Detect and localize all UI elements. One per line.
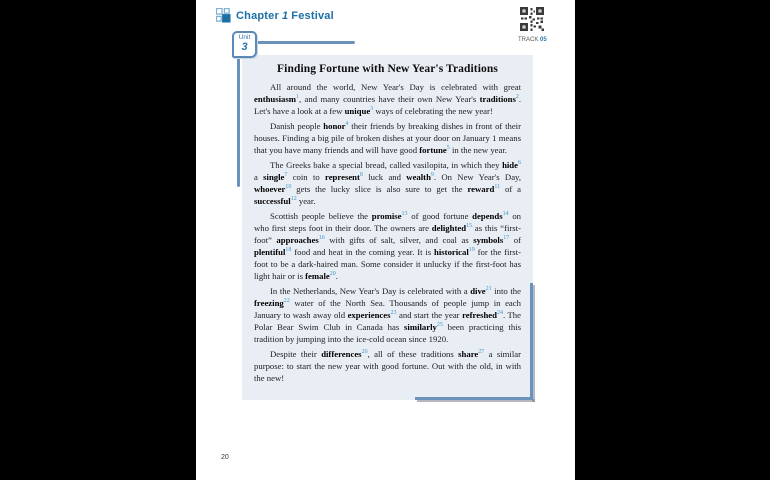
text-run: as this “first-foot”: [254, 223, 521, 245]
unit-tab: [232, 31, 257, 58]
text-run: been practicing this tradition by jumping into the ice-cold ocean since 1920.: [254, 322, 521, 344]
vocab-word: unique: [344, 106, 371, 116]
footnote-ref: 6: [518, 160, 521, 167]
audio-track: [518, 7, 546, 43]
footnote-ref: 11: [494, 184, 501, 191]
page-number: 20: [221, 454, 229, 461]
vertical-rule: [237, 48, 240, 187]
footnote-ref: 8: [359, 172, 363, 179]
text-run: . The Polar Bear Swim Club in Canada has: [254, 310, 521, 332]
chapter-label: Chapter: [236, 9, 279, 22]
text-run: water of the North Sea. Thousands of people jump in each January to wash away old: [254, 298, 521, 320]
footnote-ref: 10: [285, 184, 292, 191]
chapter-grid-icon: [216, 8, 231, 23]
footnote-ref: 1: [296, 94, 299, 101]
footnote-ref: 5: [446, 145, 450, 152]
text-run: , all of these traditions: [367, 349, 459, 359]
reading-passage-box: [242, 55, 533, 400]
paragraph: [254, 210, 521, 282]
text-run: . On New Year's Day,: [433, 172, 521, 182]
paragraph: [254, 120, 521, 156]
vocab-word: promise: [371, 211, 402, 221]
footnote-ref: 27: [478, 349, 485, 356]
track-label: [518, 37, 546, 43]
box-right-border: [530, 283, 533, 400]
footnote-ref: 13: [401, 211, 408, 218]
vocab-word: differences: [321, 349, 362, 359]
footnote-ref: 19: [468, 247, 475, 254]
textbook-page: [196, 0, 575, 480]
text-run: with gifts of salt, silver, and coal as: [324, 235, 474, 245]
text-run: of a: [500, 184, 522, 194]
footnote-ref: 15: [466, 223, 473, 230]
text-run: In the Netherlands, New Year's Day is celebrated with a: [270, 286, 471, 296]
paragraph: [254, 285, 521, 345]
footnote-ref: 21: [485, 286, 492, 293]
chapter-header: [216, 8, 334, 23]
text-run: . Let's have a look at a few: [254, 94, 521, 116]
vocab-word: share: [458, 349, 479, 359]
paragraph: [254, 348, 521, 384]
vocab-word: approaches: [276, 235, 319, 245]
text-run: year.: [296, 196, 316, 206]
paragraph: [254, 159, 521, 207]
text-run: , and many countries have their own New Year's: [299, 94, 480, 104]
text-run: coin to: [287, 172, 325, 182]
text-run: a: [254, 172, 264, 182]
vocab-word: traditions: [479, 94, 516, 104]
footnote-ref: 7: [284, 172, 288, 179]
text-run: and start the year: [396, 310, 463, 320]
vocab-word: whoever: [254, 184, 286, 194]
text-run: in the new year.: [449, 145, 507, 155]
vocab-word: delighted: [431, 223, 467, 233]
footnote-ref: 23: [390, 310, 397, 317]
text-run: for the first-foot to be a dark-haired man. Some consider it unlucky if the first-foot has light hair or is: [254, 247, 521, 281]
footnote-ref: 14: [502, 211, 509, 218]
vocab-word: experiences: [347, 310, 391, 320]
text-run: of good fortune: [407, 211, 473, 221]
footnote-ref: 26: [361, 349, 368, 356]
footnote-ref: 12: [290, 196, 297, 203]
paragraph: [254, 81, 521, 117]
chapter-number: 1: [281, 9, 289, 22]
text-run: luck and: [362, 172, 407, 182]
vocab-word: similarly: [404, 322, 437, 332]
vocab-word: depends: [472, 211, 503, 221]
track-word: TRACK: [518, 37, 539, 43]
text-run: a similar purpose: to start the new year with good fortune. Out with the old, in with the new!: [254, 349, 521, 383]
text-run: ways of celebrating the new year!: [373, 106, 493, 116]
article-title: Finding Fortune with New Year's Traditions: [277, 63, 498, 75]
text-run: The Greeks bake a special bread, called vasilopita, in which they: [270, 160, 503, 170]
footnote-ref: 3: [370, 106, 374, 113]
chapter-heading: [236, 10, 334, 22]
vocab-word: dive: [470, 286, 486, 296]
text-run: on who first steps foot in their door. The owners are: [254, 211, 522, 233]
vocab-word: refreshed: [462, 310, 497, 320]
footnote-ref: 18: [285, 247, 292, 254]
vocab-word: single: [263, 172, 285, 182]
footnote-ref: 25: [436, 322, 443, 329]
footnote-ref: 22: [283, 298, 290, 305]
text-run: Danish people: [270, 121, 324, 131]
footnote-ref: 16: [318, 235, 325, 242]
vocab-word: freezing: [254, 298, 284, 308]
chapter-title: Festival: [291, 9, 334, 22]
vocab-word: fortune: [419, 145, 447, 155]
text-run: into the: [491, 286, 521, 296]
box-bottom-border: [415, 397, 533, 400]
qr-code: [520, 7, 544, 31]
footnote-ref: 2: [515, 94, 519, 101]
footnote-ref: 20: [329, 271, 336, 278]
vocab-word: historical: [434, 247, 469, 257]
vocab-word: enthusiasm: [254, 94, 296, 104]
vocab-word: symbols: [473, 235, 504, 245]
vocab-word: hide: [502, 160, 518, 170]
unit-number: 3: [241, 41, 248, 53]
unit-label: Unit: [238, 34, 251, 41]
vocab-word: female: [305, 271, 330, 281]
text-run: .: [335, 271, 338, 281]
vocab-word: successful: [254, 196, 291, 206]
footnote-ref: 4: [345, 121, 349, 128]
text-run: Despite their: [270, 349, 322, 359]
text-run: food and heat in the coming year. It is: [291, 247, 435, 257]
vocab-word: reward: [467, 184, 495, 194]
footnote-ref: 24: [496, 310, 503, 317]
paragraphs: [254, 81, 521, 384]
text-run: their friends by breaking dishes in front of their houses. Finding a big pile of broken dishes at your door on January 1 means that you have many friends and will have good: [254, 121, 521, 155]
horizontal-rule: [255, 41, 355, 44]
vocab-word: honor: [323, 121, 346, 131]
text-run: All around the world, New Year's Day is celebrated with great: [270, 82, 521, 92]
track-number: 05: [540, 37, 547, 43]
text-run: gets the lucky slice is also sure to get the: [291, 184, 468, 194]
vocab-word: represent: [325, 172, 360, 182]
text-run: of: [509, 235, 521, 245]
footnote-ref: 9: [430, 172, 434, 179]
footnote-ref: 17: [503, 235, 510, 242]
text-run: Scottish people believe the: [270, 211, 372, 221]
vocab-word: plentiful: [254, 247, 286, 257]
vocab-word: wealth: [406, 172, 431, 182]
